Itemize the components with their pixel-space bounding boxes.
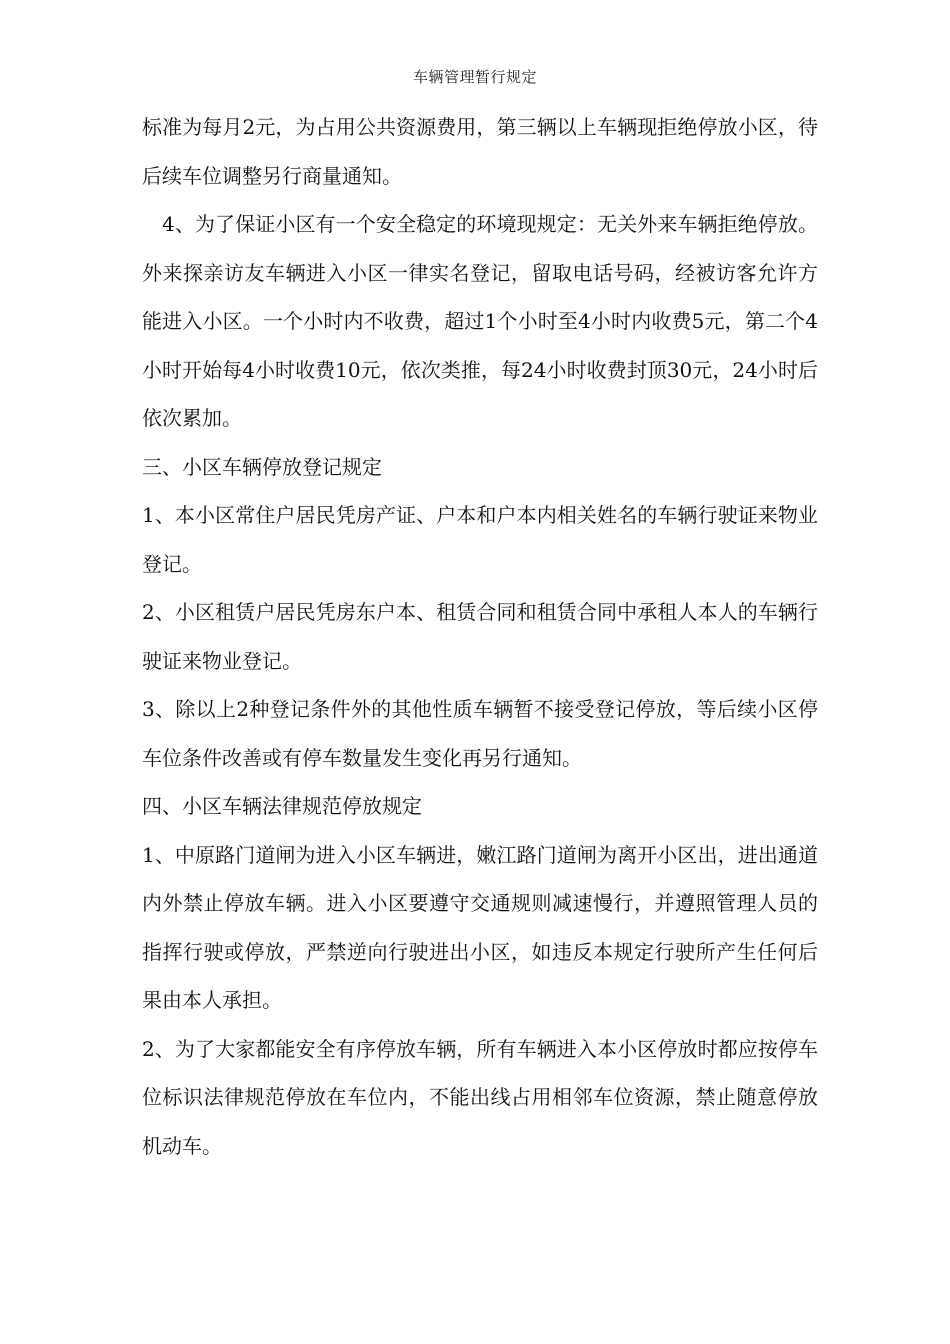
paragraph-fee-standard: 标准为每月2元，为占用公共资源费用，第三辆以上车辆现拒绝停放小区，待后续车位调整另行商量通知。 <box>142 115 818 188</box>
section-heading-registration: 三、小区车辆停放登记规定 <box>142 454 382 479</box>
paragraph-visitor-rule: 4、为了保证小区有一个安全稳定的环境现规定：无关外来车辆拒绝停放。外来探亲访友车辆进入小区一律实名登记，留取电话号码，经被访客允许方能进入小区。一个小时内不收费，超过1个小时至4小时内收费5元，第二个4小时开始每4小时收费10元，依次类推，每24小时收费封顶30元，24小时后依次累加。 <box>142 212 818 430</box>
document-body <box>142 103 818 1170</box>
paragraph-parking-gates: 1、中原路门道闸为进入小区车辆进，嫩江路门道闸为离开小区出，进出通道内外禁止停放车辆。进入小区要遵守交通规则减速慢行，并遵照管理人员的指挥行驶或停放，严禁逆向行驶进出小区，如违反本规定行驶所产生任何后果由本人承担。 <box>142 842 818 1012</box>
section-heading-parking: 四、小区车辆法律规范停放规定 <box>142 794 422 818</box>
paragraph-registration-owner: 1、本小区常住户居民凭房产证、户本和户本内相关姓名的车辆行驶证来物业登记。 <box>142 503 818 576</box>
paragraph-registration-other: 3、除以上2种登记条件外的其他性质车辆暂不接受登记停放，等后续小区停车位条件改善或有停车数量发生变化再另行通知。 <box>142 697 818 770</box>
paragraph-registration-tenant: 2、小区租赁户居民凭房东户本、租赁合同和租赁合同中承租人本人的车辆行驶证来物业登记。 <box>142 600 818 673</box>
page-header-title: 车辆管理暂行规定 <box>412 68 537 86</box>
paragraph-parking-spaces: 2、为了大家都能安全有序停放车辆，所有车辆进入本小区停放时都应按停车位标识法律规范停放在车位内，不能出线占用相邻车位资源，禁止随意停放机动车。 <box>142 1036 818 1158</box>
